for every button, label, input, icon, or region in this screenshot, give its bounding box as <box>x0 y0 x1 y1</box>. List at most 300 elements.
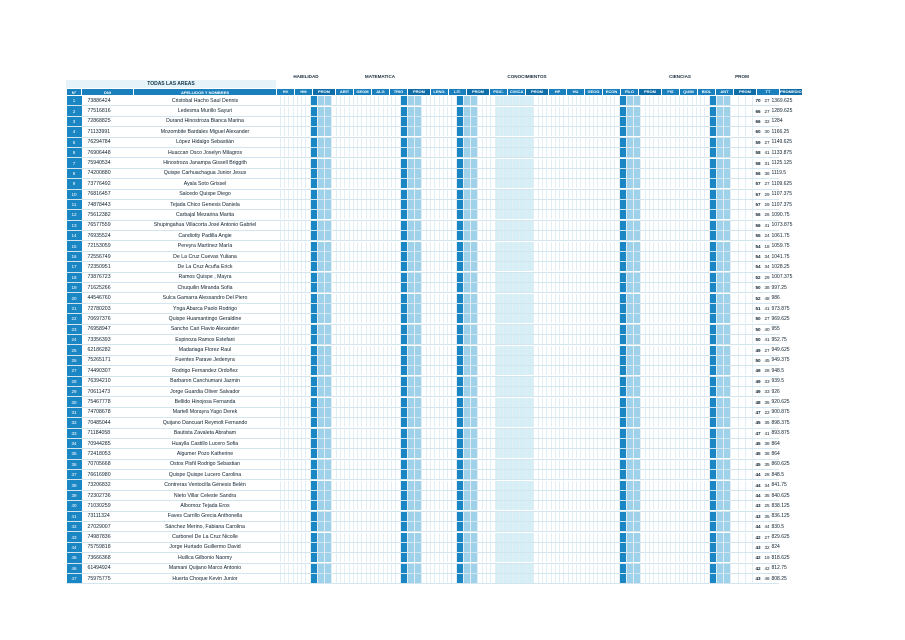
row-rank: 36 <box>764 170 770 176</box>
score-digit-box <box>471 283 478 292</box>
score-cell <box>350 179 367 188</box>
score-cell <box>535 231 552 240</box>
table-row[interactable] <box>67 158 779 168</box>
table-row[interactable] <box>67 231 779 241</box>
score-cell <box>642 96 659 105</box>
table-row[interactable] <box>67 470 779 480</box>
row-number: 16 <box>67 251 82 261</box>
score-prom-cell <box>513 418 535 427</box>
score-digit-box <box>627 159 634 168</box>
score-digit-box <box>408 200 415 209</box>
row-average: 969.625 <box>771 315 790 322</box>
row-name: Quispe Quispe Lucero Carolina <box>134 470 277 480</box>
score-cell <box>569 242 586 251</box>
row-tt: 50 <box>755 337 761 343</box>
score-cell <box>569 408 586 417</box>
score-cell <box>586 294 603 303</box>
score-cell <box>350 439 367 448</box>
score-cell <box>552 117 569 126</box>
row-average: 1369.625 <box>771 97 793 104</box>
score-digit-box <box>408 408 415 417</box>
score-prom-cell <box>513 429 535 438</box>
table-row[interactable] <box>67 418 779 428</box>
score-digit-box <box>325 221 332 230</box>
score-cell <box>676 449 693 458</box>
score-prom-cell <box>401 231 423 240</box>
row-scores <box>277 345 790 355</box>
table-row[interactable] <box>67 449 779 459</box>
score-cell <box>333 262 350 271</box>
score-cell <box>294 439 311 448</box>
table-row[interactable] <box>67 189 779 199</box>
score-cell <box>659 398 676 407</box>
row-dni: 76958947 <box>82 324 134 334</box>
score-cell <box>535 221 552 230</box>
score-digit-box <box>627 210 634 219</box>
score-digit-box <box>325 242 332 251</box>
table-row[interactable] <box>67 106 779 116</box>
row-number: 30 <box>67 397 82 407</box>
score-cell <box>294 159 311 168</box>
score-digit-box <box>732 148 739 157</box>
row-rank: 28 <box>764 472 770 478</box>
score-cell <box>440 314 457 323</box>
row-number: 21 <box>67 303 82 313</box>
score-cell <box>586 356 603 365</box>
table-row[interactable] <box>67 376 779 386</box>
score-digit-box <box>746 449 753 458</box>
score-digit-box <box>732 346 739 355</box>
score-digit-box <box>620 190 627 199</box>
score-cell <box>732 107 754 116</box>
score-digit-box <box>520 408 527 417</box>
score-cell <box>479 439 496 448</box>
row-scores <box>277 116 783 126</box>
score-digit-box <box>415 159 422 168</box>
score-digit-box <box>732 408 739 417</box>
table-row[interactable] <box>67 334 779 344</box>
table-row[interactable] <box>67 116 779 126</box>
score-cell <box>569 96 586 105</box>
score-digit-box <box>311 294 318 303</box>
score-digit-box <box>520 231 527 240</box>
table-row[interactable] <box>67 314 779 324</box>
score-digit-box <box>513 335 520 344</box>
score-cell <box>732 449 754 458</box>
score-digit-box <box>401 159 408 168</box>
score-digit-box <box>408 252 415 261</box>
score-digit-box <box>464 429 471 438</box>
table-row[interactable] <box>67 147 779 157</box>
row-tt: 57 <box>755 181 761 187</box>
score-prom-cell <box>710 231 732 240</box>
score-cell <box>603 179 620 188</box>
row-number: 20 <box>67 293 82 303</box>
row-dni: 70611473 <box>82 386 134 396</box>
score-digit-box <box>724 470 731 479</box>
score-cell <box>693 179 710 188</box>
score-cell <box>586 127 603 136</box>
score-digit-box <box>746 294 753 303</box>
table-row[interactable] <box>67 324 779 334</box>
score-cell <box>294 408 311 417</box>
score-cell <box>479 418 496 427</box>
score-cell <box>350 356 367 365</box>
score-digit-box <box>732 460 739 469</box>
score-cell <box>496 159 513 168</box>
row-average: 848.5 <box>771 471 785 478</box>
score-prom-cell <box>457 335 479 344</box>
table-row[interactable] <box>67 386 779 396</box>
score-digit-box <box>732 200 739 209</box>
score-cell <box>732 304 754 313</box>
score-cell <box>693 408 710 417</box>
score-digit-box <box>513 460 520 469</box>
score-cell <box>603 470 620 479</box>
score-cell <box>659 460 676 469</box>
score-digit-box <box>513 304 520 313</box>
score-cell <box>333 387 350 396</box>
score-digit-box <box>527 179 534 188</box>
score-cell <box>479 429 496 438</box>
score-digit-box <box>732 96 739 105</box>
col-name-header: APELLIDOS Y NOMBRES <box>134 89 277 96</box>
score-cell <box>294 294 311 303</box>
score-prom-cell <box>311 210 333 219</box>
score-digit-box <box>746 335 753 344</box>
score-cell <box>732 283 754 292</box>
score-digit-box <box>724 210 731 219</box>
score-cell <box>294 356 311 365</box>
score-digit-box <box>311 148 318 157</box>
score-cell <box>642 356 659 365</box>
score-cell <box>586 418 603 427</box>
score-prom-cell <box>401 127 423 136</box>
row-tt: 45 <box>755 461 761 467</box>
score-digit-box <box>415 117 422 126</box>
score-digit-box <box>513 273 520 282</box>
score-prom-cell <box>710 398 732 407</box>
table-row[interactable] <box>67 220 779 230</box>
table-row[interactable] <box>67 272 779 282</box>
score-prom-cell <box>457 460 479 469</box>
score-prom-cell <box>401 460 423 469</box>
score-digit-box <box>739 418 746 427</box>
score-digit-box <box>732 439 739 448</box>
score-digit-box <box>457 377 464 386</box>
score-digit-box <box>732 449 739 458</box>
score-prom-cell <box>457 117 479 126</box>
score-cell <box>569 449 586 458</box>
score-cell <box>659 210 676 219</box>
table-row[interactable] <box>67 96 779 106</box>
score-cell <box>535 356 552 365</box>
score-digit-box <box>724 294 731 303</box>
score-cell <box>642 335 659 344</box>
row-rank: 33 <box>764 389 770 395</box>
row-name: Barbaron Canchumani Jazmin <box>134 376 277 386</box>
score-cell <box>479 221 496 230</box>
table-row[interactable] <box>67 262 779 272</box>
score-cell <box>440 449 457 458</box>
score-digit-box <box>408 96 415 105</box>
score-cell <box>496 231 513 240</box>
row-number: 6 <box>67 147 82 157</box>
score-cell <box>586 179 603 188</box>
score-digit-box <box>739 398 746 407</box>
score-digit-box <box>408 127 415 136</box>
score-digit-box <box>415 449 422 458</box>
score-digit-box <box>739 96 746 105</box>
row-tt: 54 <box>755 243 761 249</box>
score-prom-cell <box>620 294 642 303</box>
score-cell <box>440 190 457 199</box>
table-row[interactable] <box>67 459 779 469</box>
score-digit-box <box>739 439 746 448</box>
score-cell <box>423 169 440 178</box>
score-digit-box <box>520 221 527 230</box>
row-name: Carbajal Mezarina Marita <box>134 210 277 220</box>
score-digit-box <box>318 190 325 199</box>
row-tt: 54 <box>755 254 761 260</box>
score-digit-box <box>634 169 641 178</box>
score-digit-box <box>457 159 464 168</box>
score-cell <box>277 398 294 407</box>
score-digit-box <box>311 283 318 292</box>
score-digit-box <box>401 314 408 323</box>
score-digit-box <box>620 387 627 396</box>
score-digit-box <box>401 294 408 303</box>
score-cell <box>642 169 659 178</box>
score-digit-box <box>710 356 717 365</box>
score-digit-box <box>318 283 325 292</box>
score-prom-cell <box>311 200 333 209</box>
score-cell <box>333 304 350 313</box>
score-cell <box>642 262 659 271</box>
score-digit-box <box>527 148 534 157</box>
score-digit-box <box>724 242 731 251</box>
table-row[interactable] <box>67 283 779 293</box>
table-row[interactable] <box>67 303 779 313</box>
score-prom-cell <box>401 252 423 261</box>
subject-header: GEOM <box>354 89 372 95</box>
score-prom-cell <box>710 294 732 303</box>
score-cell <box>384 356 401 365</box>
score-digit-box <box>710 159 717 168</box>
score-cell <box>603 449 620 458</box>
score-cell <box>569 325 586 334</box>
score-digit-box <box>415 418 422 427</box>
score-cell <box>367 314 384 323</box>
score-prom-cell <box>710 335 732 344</box>
score-digit-box <box>415 398 422 407</box>
score-cell <box>479 200 496 209</box>
score-cell <box>496 273 513 282</box>
score-digit-box <box>513 408 520 417</box>
score-cell <box>333 470 350 479</box>
score-cell <box>496 96 513 105</box>
score-cell <box>479 252 496 261</box>
score-cell <box>384 190 401 199</box>
table-row[interactable] <box>67 397 779 407</box>
score-cell <box>496 398 513 407</box>
score-digit-box <box>724 356 731 365</box>
score-digit-box <box>717 335 724 344</box>
score-cell <box>693 294 710 303</box>
score-digit-box <box>717 429 724 438</box>
score-digit-box <box>634 429 641 438</box>
score-cell <box>659 387 676 396</box>
row-scores <box>277 314 790 324</box>
row-rank: 27 <box>764 181 770 187</box>
score-cell <box>423 418 440 427</box>
score-prom-cell <box>311 449 333 458</box>
table-row[interactable] <box>67 179 779 189</box>
table-row[interactable] <box>67 480 779 490</box>
score-digit-box <box>717 387 724 396</box>
score-cell <box>659 418 676 427</box>
score-cell <box>367 273 384 282</box>
score-cell <box>333 325 350 334</box>
score-digit-box <box>724 429 731 438</box>
row-rank: 32 <box>764 118 770 124</box>
score-cell <box>384 294 401 303</box>
score-digit-box <box>710 96 717 105</box>
table-row[interactable] <box>67 210 779 220</box>
table-row[interactable] <box>67 137 779 147</box>
score-digit-box <box>457 190 464 199</box>
table-row[interactable] <box>67 168 779 178</box>
score-digit-box <box>627 387 634 396</box>
score-prom-cell <box>710 325 732 334</box>
row-scores <box>277 96 793 106</box>
table-row[interactable] <box>67 199 779 209</box>
score-digit-box <box>520 314 527 323</box>
score-cell <box>479 179 496 188</box>
score-digit-box <box>318 169 325 178</box>
score-digit-box <box>710 449 717 458</box>
score-digit-box <box>717 117 724 126</box>
score-cell <box>586 117 603 126</box>
score-prom-cell <box>457 449 479 458</box>
table-row[interactable] <box>67 293 779 303</box>
score-cell <box>569 159 586 168</box>
score-cell <box>294 262 311 271</box>
score-cell <box>294 190 311 199</box>
score-digit-box <box>520 169 527 178</box>
score-digit-box <box>311 460 318 469</box>
score-digit-box <box>457 96 464 105</box>
score-digit-box <box>311 314 318 323</box>
score-cell <box>350 96 367 105</box>
row-name: Huaccan Osco Joselyn Milagros <box>134 147 277 157</box>
score-digit-box <box>318 408 325 417</box>
score-digit-box <box>520 366 527 375</box>
score-prom-cell <box>710 408 732 417</box>
score-digit-box <box>415 283 422 292</box>
table-row[interactable] <box>67 438 779 448</box>
score-digit-box <box>634 335 641 344</box>
score-digit-box <box>464 283 471 292</box>
score-cell <box>535 460 552 469</box>
row-name: Ramos Quispe , Mayra <box>134 272 277 282</box>
score-cell <box>586 190 603 199</box>
score-digit-box <box>520 387 527 396</box>
score-cell <box>384 273 401 282</box>
score-prom-cell <box>457 470 479 479</box>
row-rank: 27 <box>764 139 770 145</box>
score-prom-cell <box>620 460 642 469</box>
table-row[interactable] <box>67 366 779 376</box>
score-cell <box>676 117 693 126</box>
score-prom-cell <box>457 366 479 375</box>
table-row[interactable] <box>67 127 779 137</box>
row-tt: 49 <box>755 368 761 374</box>
score-cell <box>586 470 603 479</box>
score-digit-box <box>710 335 717 344</box>
score-cell <box>569 481 586 490</box>
row-number: 26 <box>67 355 82 365</box>
score-prom-cell <box>401 387 423 396</box>
row-scores <box>277 231 790 241</box>
table-row[interactable] <box>67 428 779 438</box>
score-digit-box <box>527 304 534 313</box>
score-digit-box <box>717 418 724 427</box>
score-cell <box>423 398 440 407</box>
score-digit-box <box>717 439 724 448</box>
score-prom-cell <box>311 294 333 303</box>
score-prom-cell <box>513 221 535 230</box>
score-prom-cell <box>513 398 535 407</box>
score-digit-box <box>401 325 408 334</box>
table-row[interactable] <box>67 407 779 417</box>
table-row[interactable] <box>67 355 779 365</box>
score-cell <box>693 159 710 168</box>
score-digit-box <box>401 242 408 251</box>
table-row[interactable] <box>67 241 779 251</box>
table-row[interactable] <box>67 345 779 355</box>
score-prom-cell <box>457 148 479 157</box>
score-cell <box>294 366 311 375</box>
score-digit-box <box>527 138 534 147</box>
score-cell <box>479 127 496 136</box>
score-digit-box <box>408 304 415 313</box>
score-digit-box <box>415 107 422 116</box>
score-cell <box>586 96 603 105</box>
score-cell <box>732 190 754 199</box>
score-cell <box>423 252 440 261</box>
score-cell <box>333 273 350 282</box>
score-prom-cell <box>620 314 642 323</box>
score-prom-cell <box>513 356 535 365</box>
subject-header: HU <box>567 89 585 95</box>
score-cell <box>440 366 457 375</box>
score-digit-box <box>464 107 471 116</box>
score-digit-box <box>724 138 731 147</box>
row-scores <box>277 303 790 313</box>
table-row[interactable] <box>67 251 779 261</box>
score-cell <box>440 210 457 219</box>
score-cell <box>440 356 457 365</box>
score-cell <box>367 470 384 479</box>
score-digit-box <box>717 273 724 282</box>
row-dni: 72350951 <box>82 262 134 272</box>
score-digit-box <box>746 231 753 240</box>
score-digit-box <box>471 470 478 479</box>
score-digit-box <box>520 283 527 292</box>
score-cell <box>659 200 676 209</box>
score-digit-box <box>710 169 717 178</box>
